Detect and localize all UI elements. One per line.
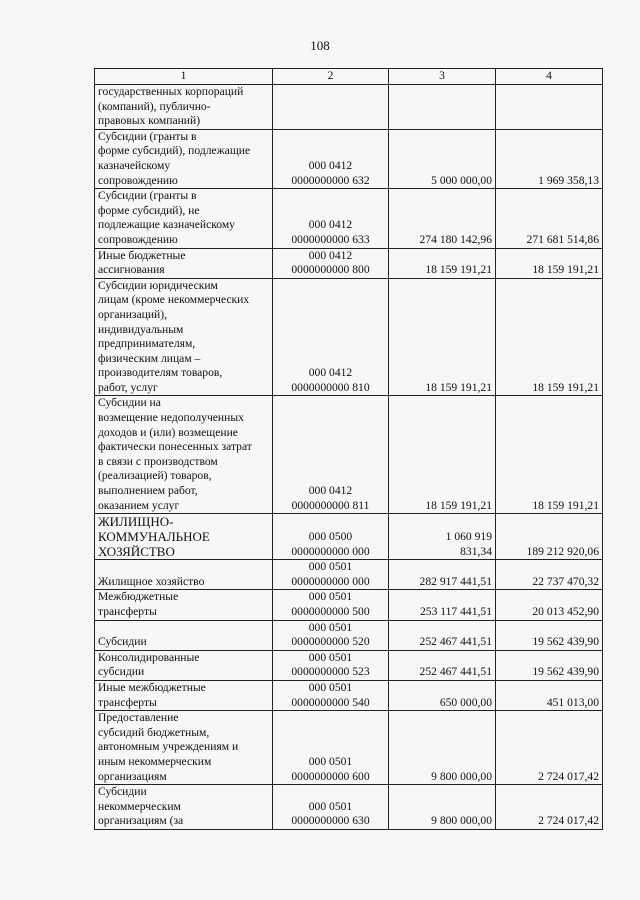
row-name-cell-text: Субсидии юридическим лицам (кроме некоммерческих организаций), индивидуальным предпринимателям, физическим лицам – производителям товаров, работ, услуг bbox=[98, 278, 250, 394]
row-code-cell-text: 000 0412 0000000000 632 bbox=[291, 158, 370, 187]
row-name-cell bbox=[95, 396, 273, 514]
header-col-4: 4 bbox=[496, 69, 603, 85]
row-value-col3-text: 274 180 142,96 bbox=[419, 232, 492, 246]
table-body bbox=[95, 85, 603, 830]
row-value-col4 bbox=[496, 560, 603, 590]
row-code-cell bbox=[273, 396, 389, 514]
row-code-cell-text: 000 0501 0000000000 630 bbox=[291, 799, 370, 828]
row-value-col4-text: 189 212 920,06 bbox=[526, 544, 599, 558]
row-value-col3 bbox=[389, 514, 496, 560]
table-row bbox=[95, 650, 603, 680]
row-value-col4-text: 20 013 452,90 bbox=[532, 605, 599, 618]
row-code-cell-text: 000 0501 0000000000 540 bbox=[291, 680, 370, 709]
row-code-cell bbox=[273, 560, 389, 590]
row-name-cell-text: ЖИЛИЩНО- КОММУНАЛЬНОЕ ХОЗЯЙСТВО bbox=[98, 514, 210, 560]
row-code-cell bbox=[273, 785, 389, 830]
row-code-cell-text: 000 0501 0000000000 523 bbox=[291, 650, 370, 679]
row-value-col3-text: 18 159 191,21 bbox=[425, 380, 492, 394]
row-value-col4-text: 451 013,00 bbox=[546, 695, 599, 709]
row-name-cell bbox=[95, 680, 273, 710]
row-name-cell-text: Иные бюджетные ассигнования bbox=[98, 248, 186, 277]
table-row bbox=[95, 620, 603, 650]
row-name-cell bbox=[95, 278, 273, 396]
page-number: 108 bbox=[310, 38, 330, 53]
row-value-col3 bbox=[389, 620, 496, 650]
row-name-cell-text: Жилищное хозяйство bbox=[98, 574, 205, 588]
row-value-col4-text: 19 562 439,90 bbox=[532, 635, 599, 649]
row-name-cell bbox=[95, 189, 273, 248]
table-row bbox=[95, 189, 603, 248]
row-value-col3 bbox=[389, 680, 496, 710]
table-row bbox=[95, 248, 603, 278]
row-value-col4 bbox=[496, 590, 603, 620]
row-code-cell-text: 000 0501 0000000000 500 bbox=[291, 590, 370, 618]
row-value-col4 bbox=[496, 189, 603, 248]
row-code-cell bbox=[273, 514, 389, 560]
row-value-col4-text: 2 724 017,42 bbox=[538, 814, 599, 828]
row-value-col4-text: 271 681 514,86 bbox=[526, 232, 599, 246]
header-col-2: 2 bbox=[273, 69, 389, 85]
row-value-col4-text: 19 562 439,90 bbox=[532, 665, 599, 679]
row-value-col4-text: 18 159 191,21 bbox=[532, 263, 599, 277]
row-name-cell-text: Субсидии на возмещение недополученных доходов и (или) возмещение фактически понесенных затрат в связи с производством (реализацией) товаров, выполнением работ, оказанием услуг bbox=[98, 396, 252, 512]
budget-table bbox=[94, 68, 603, 830]
header-col-1: 1 bbox=[95, 69, 273, 85]
table-row bbox=[95, 590, 603, 620]
row-name-cell bbox=[95, 248, 273, 278]
row-value-col4 bbox=[496, 680, 603, 710]
row-name-cell-text: Субсидии (гранты в форме субсидий), не подлежащие казначейскому сопровождению bbox=[98, 189, 235, 246]
table-row bbox=[95, 680, 603, 710]
table-row bbox=[95, 711, 603, 785]
row-value-col4 bbox=[496, 514, 603, 560]
row-name-cell bbox=[95, 650, 273, 680]
row-code-cell-text: 000 0501 0000000000 600 bbox=[291, 754, 370, 783]
row-code-cell bbox=[273, 248, 389, 278]
row-value-col4 bbox=[496, 85, 603, 130]
row-value-col3 bbox=[389, 560, 496, 590]
row-name-cell-text: Иные межбюджетные трансферты bbox=[98, 680, 206, 709]
row-value-col3 bbox=[389, 129, 496, 188]
row-name-cell-text: Межбюджетные трансферты bbox=[98, 590, 179, 618]
row-code-cell bbox=[273, 85, 389, 130]
row-name-cell bbox=[95, 85, 273, 130]
row-name-cell bbox=[95, 560, 273, 590]
row-value-col3 bbox=[389, 650, 496, 680]
row-value-col3 bbox=[389, 396, 496, 514]
row-name-cell bbox=[95, 129, 273, 188]
row-name-cell bbox=[95, 785, 273, 830]
row-value-col4 bbox=[496, 248, 603, 278]
row-code-cell-text: 000 0412 0000000000 811 bbox=[291, 484, 370, 512]
row-value-col4 bbox=[496, 711, 603, 785]
row-value-col3 bbox=[389, 711, 496, 785]
row-value-col3-text: 18 159 191,21 bbox=[425, 263, 492, 277]
row-name-cell-text: Предоставление субсидий бюджетным, автономным учреждениям и иным некоммерческим организациям bbox=[98, 711, 239, 783]
row-value-col4 bbox=[496, 785, 603, 830]
row-name-cell bbox=[95, 514, 273, 560]
row-code-cell bbox=[273, 650, 389, 680]
row-code-cell bbox=[273, 590, 389, 620]
row-value-col3 bbox=[389, 278, 496, 396]
table-row bbox=[95, 396, 603, 514]
row-code-cell-text: 000 0500 0000000000 000 bbox=[291, 530, 370, 558]
table-row bbox=[95, 514, 603, 560]
row-value-col4 bbox=[496, 278, 603, 396]
row-value-col3 bbox=[389, 785, 496, 830]
table-row bbox=[95, 785, 603, 830]
row-code-cell bbox=[273, 711, 389, 785]
table-row bbox=[95, 129, 603, 188]
row-value-col3-text: 252 467 441,51 bbox=[419, 635, 492, 649]
row-value-col3-text: 9 800 000,00 bbox=[431, 769, 492, 783]
row-name-cell bbox=[95, 590, 273, 620]
row-value-col4 bbox=[496, 620, 603, 650]
header-row bbox=[95, 69, 603, 85]
row-value-col4-text: 22 737 470,32 bbox=[532, 574, 599, 588]
row-code-cell bbox=[273, 278, 389, 396]
table-row bbox=[95, 85, 603, 130]
row-code-cell-text: 000 0501 0000000000 520 bbox=[291, 620, 370, 649]
row-value-col4-text: 18 159 191,21 bbox=[532, 498, 599, 512]
row-value-col4-text: 2 724 017,42 bbox=[538, 769, 599, 783]
row-value-col3-text: 252 467 441,51 bbox=[419, 665, 492, 679]
row-value-col3-text: 1 060 919 831,34 bbox=[445, 530, 492, 558]
row-code-cell bbox=[273, 680, 389, 710]
row-value-col4 bbox=[496, 650, 603, 680]
row-code-cell bbox=[273, 129, 389, 188]
row-value-col4-text: 1 969 358,13 bbox=[538, 173, 599, 187]
row-value-col4 bbox=[496, 396, 603, 514]
row-value-col4-text: 18 159 191,21 bbox=[532, 380, 599, 394]
row-name-cell bbox=[95, 620, 273, 650]
row-code-cell bbox=[273, 189, 389, 248]
row-code-cell-text: 000 0412 0000000000 633 bbox=[291, 218, 370, 246]
row-code-cell-text: 000 0412 0000000000 810 bbox=[291, 366, 370, 394]
row-value-col3-text: 9 800 000,00 bbox=[431, 814, 492, 828]
row-name-cell-text: Субсидии bbox=[98, 635, 147, 649]
row-code-cell-text: 000 0412 0000000000 800 bbox=[291, 248, 370, 277]
row-code-cell-text: 000 0501 0000000000 000 bbox=[291, 560, 370, 588]
row-code-cell bbox=[273, 620, 389, 650]
header-col-3: 3 bbox=[389, 69, 496, 85]
row-value-col3-text: 5 000 000,00 bbox=[431, 173, 492, 187]
row-value-col3-text: 650 000,00 bbox=[439, 695, 492, 709]
row-name-cell bbox=[95, 711, 273, 785]
row-value-col3 bbox=[389, 189, 496, 248]
row-value-col4 bbox=[496, 129, 603, 188]
row-name-cell-text: Субсидии (гранты в форме субсидий), подлежащие казначейскому сопровождению bbox=[98, 129, 251, 187]
row-value-col3-text: 253 117 441,51 bbox=[419, 605, 492, 618]
row-value-col3 bbox=[389, 590, 496, 620]
row-value-col3 bbox=[389, 85, 496, 130]
row-value-col3-text: 18 159 191,21 bbox=[425, 498, 492, 512]
row-name-cell-text: Консолидированные субсидии bbox=[98, 650, 200, 679]
table-row bbox=[95, 560, 603, 590]
row-value-col3-text: 282 917 441,51 bbox=[419, 574, 492, 588]
row-name-cell-text: государственных корпораций (компаний), публично- правовых компаний) bbox=[98, 85, 244, 128]
row-name-cell-text: Субсидии некоммерческим организациям (за bbox=[98, 785, 184, 828]
row-value-col3 bbox=[389, 248, 496, 278]
table-row bbox=[95, 278, 603, 396]
